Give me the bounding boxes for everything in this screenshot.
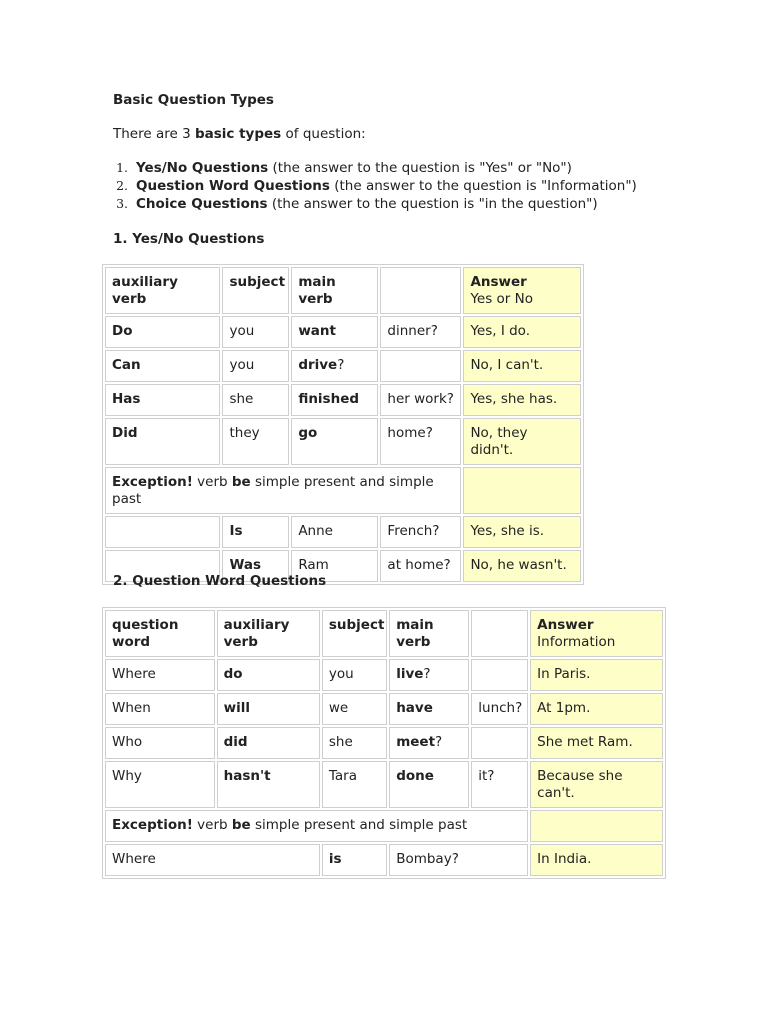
list-item-title: Choice Questions (136, 196, 268, 212)
cell-subject: she (322, 727, 387, 759)
cell-aux: will (217, 693, 320, 725)
list-item (106, 195, 637, 213)
cell-verb-be: Was (222, 550, 289, 582)
table-row (105, 516, 581, 548)
cell-answer-empty (463, 467, 581, 514)
cell-empty (105, 516, 220, 548)
exception-label: Exception! (112, 817, 193, 833)
intro-text (113, 126, 366, 142)
exception-row (105, 467, 581, 514)
cell-subject: you (322, 659, 387, 691)
list-item-title: Yes/No Questions (136, 160, 269, 176)
cell-verb-be: Is (222, 516, 289, 548)
list-item-desc: (the answer to the question is "Information") (329, 178, 637, 194)
list-number: 1. (116, 160, 128, 175)
table-row (105, 693, 663, 725)
exception-label: Exception! (112, 474, 193, 490)
table-row (105, 844, 663, 876)
cell-answer: In India. (530, 844, 663, 876)
exception-note (105, 810, 528, 842)
intro-after: of question: (281, 126, 366, 142)
cell-subject: she (222, 384, 289, 416)
cell-answer-empty (530, 810, 663, 842)
cell-aux: do (217, 659, 320, 691)
cell-question-word: Who (105, 727, 215, 759)
list-item (106, 159, 637, 177)
cell-subject: you (222, 316, 289, 348)
cell-main-verb (291, 316, 378, 348)
main-verb-text: have (396, 700, 433, 716)
main-verb-text: meet (396, 734, 436, 750)
main-verb-suffix: ? (435, 734, 443, 750)
main-verb-text: drive (298, 357, 338, 373)
cell-subject: they (222, 418, 289, 465)
cell-extra: at home? (380, 550, 461, 582)
section1-title: 1. Yes/No Questions (113, 231, 265, 247)
exception-pre: verb (192, 817, 232, 833)
main-verb-suffix: ? (423, 666, 431, 682)
cell-answer: No, he wasn't. (463, 550, 581, 582)
header-main-verb: main verb (291, 267, 378, 314)
exception-pre: verb (192, 474, 232, 490)
cell-extra (380, 350, 461, 382)
main-verb-suffix: ? (337, 357, 345, 373)
cell-main-verb (291, 384, 378, 416)
main-verb-text: live (396, 666, 424, 682)
cell-subject: you (222, 350, 289, 382)
cell-subject: we (322, 693, 387, 725)
exception-verb: be (231, 817, 251, 833)
main-verb-text: want (298, 323, 336, 339)
cell-main-verb (291, 418, 378, 465)
table-header-row (105, 610, 663, 657)
cell-extra (471, 659, 528, 691)
cell-answer: Because she can't. (530, 761, 663, 808)
exception-post: simple present and simple past (112, 474, 434, 507)
list-item-title: Question Word Questions (136, 178, 330, 194)
table-row (105, 418, 581, 465)
cell-answer: Yes, she has. (463, 384, 581, 416)
header-subject: subject (222, 267, 289, 314)
cell-answer: Yes, she is. (463, 516, 581, 548)
main-verb-text: go (298, 425, 318, 441)
cell-extra: dinner? (380, 316, 461, 348)
cell-extra: it? (471, 761, 528, 808)
cell-answer: No, they didn't. (463, 418, 581, 465)
cell-main-verb (291, 350, 378, 382)
cell-aux: Do (105, 316, 220, 348)
question-word-table (102, 607, 666, 879)
cell-question-word: When (105, 693, 215, 725)
exception-row (105, 810, 663, 842)
header-answer (530, 610, 663, 657)
cell-main-verb (389, 727, 469, 759)
cell-aux: Has (105, 384, 220, 416)
intro-bold: basic types (194, 126, 282, 142)
list-item-desc: (the answer to the question is "in the question") (267, 196, 598, 212)
cell-answer: No, I can't. (463, 350, 581, 382)
header-main-verb: main verb (389, 610, 469, 657)
cell-answer: Yes, I do. (463, 316, 581, 348)
yes-no-table (102, 264, 584, 585)
table-row (105, 659, 663, 691)
cell-subject: Anne (291, 516, 378, 548)
cell-answer: She met Ram. (530, 727, 663, 759)
cell-aux: Did (105, 418, 220, 465)
cell-subject: Tara (322, 761, 387, 808)
exception-post: simple present and simple past (250, 817, 468, 833)
cell-answer: At 1pm. (530, 693, 663, 725)
cell-main-verb (389, 659, 469, 691)
cell-extra (471, 727, 528, 759)
cell-extra: French? (380, 516, 461, 548)
cell-main-verb (389, 761, 469, 808)
cell-aux: hasn't (217, 761, 320, 808)
header-question-word: question word (105, 610, 215, 657)
header-extra (380, 267, 461, 314)
cell-extra: her work? (380, 384, 461, 416)
question-types-list (106, 159, 637, 213)
header-answer-sub: Information (537, 634, 616, 650)
cell-extra: lunch? (471, 693, 528, 725)
cell-main-verb (389, 693, 469, 725)
header-aux: auxiliary verb (105, 267, 220, 314)
cell-question-word: Where (105, 844, 320, 876)
header-subject: subject (322, 610, 387, 657)
cell-question-word: Why (105, 761, 215, 808)
cell-rest: Bombay? (389, 844, 528, 876)
cell-subject: Ram (291, 550, 378, 582)
header-answer-title: Answer (537, 617, 594, 633)
intro-before: There are 3 (113, 126, 195, 142)
table-header-row (105, 267, 581, 314)
header-answer-sub: Yes or No (470, 291, 533, 307)
table-row (105, 727, 663, 759)
main-verb-text: done (396, 768, 434, 784)
header-answer-title: Answer (470, 274, 527, 290)
cell-answer: In Paris. (530, 659, 663, 691)
cell-aux: Can (105, 350, 220, 382)
cell-question-word: Where (105, 659, 215, 691)
page-title: Basic Question Types (113, 92, 274, 108)
list-item-desc: (the answer to the question is "Yes" or "No") (268, 160, 572, 176)
table-row (105, 350, 581, 382)
section2-title: 2. Question Word Questions (113, 573, 327, 589)
header-answer (463, 267, 581, 314)
cell-verb-be: is (322, 844, 387, 876)
table-row (105, 316, 581, 348)
exception-note (105, 467, 461, 514)
header-extra (471, 610, 528, 657)
cell-aux: did (217, 727, 320, 759)
list-number: 2. (116, 178, 128, 193)
main-verb-text: finished (298, 391, 360, 407)
header-aux: auxiliary verb (217, 610, 320, 657)
list-number: 3. (116, 196, 128, 211)
table-row (105, 761, 663, 808)
exception-verb: be (231, 474, 251, 490)
list-item (106, 177, 637, 195)
table-row (105, 384, 581, 416)
cell-extra: home? (380, 418, 461, 465)
